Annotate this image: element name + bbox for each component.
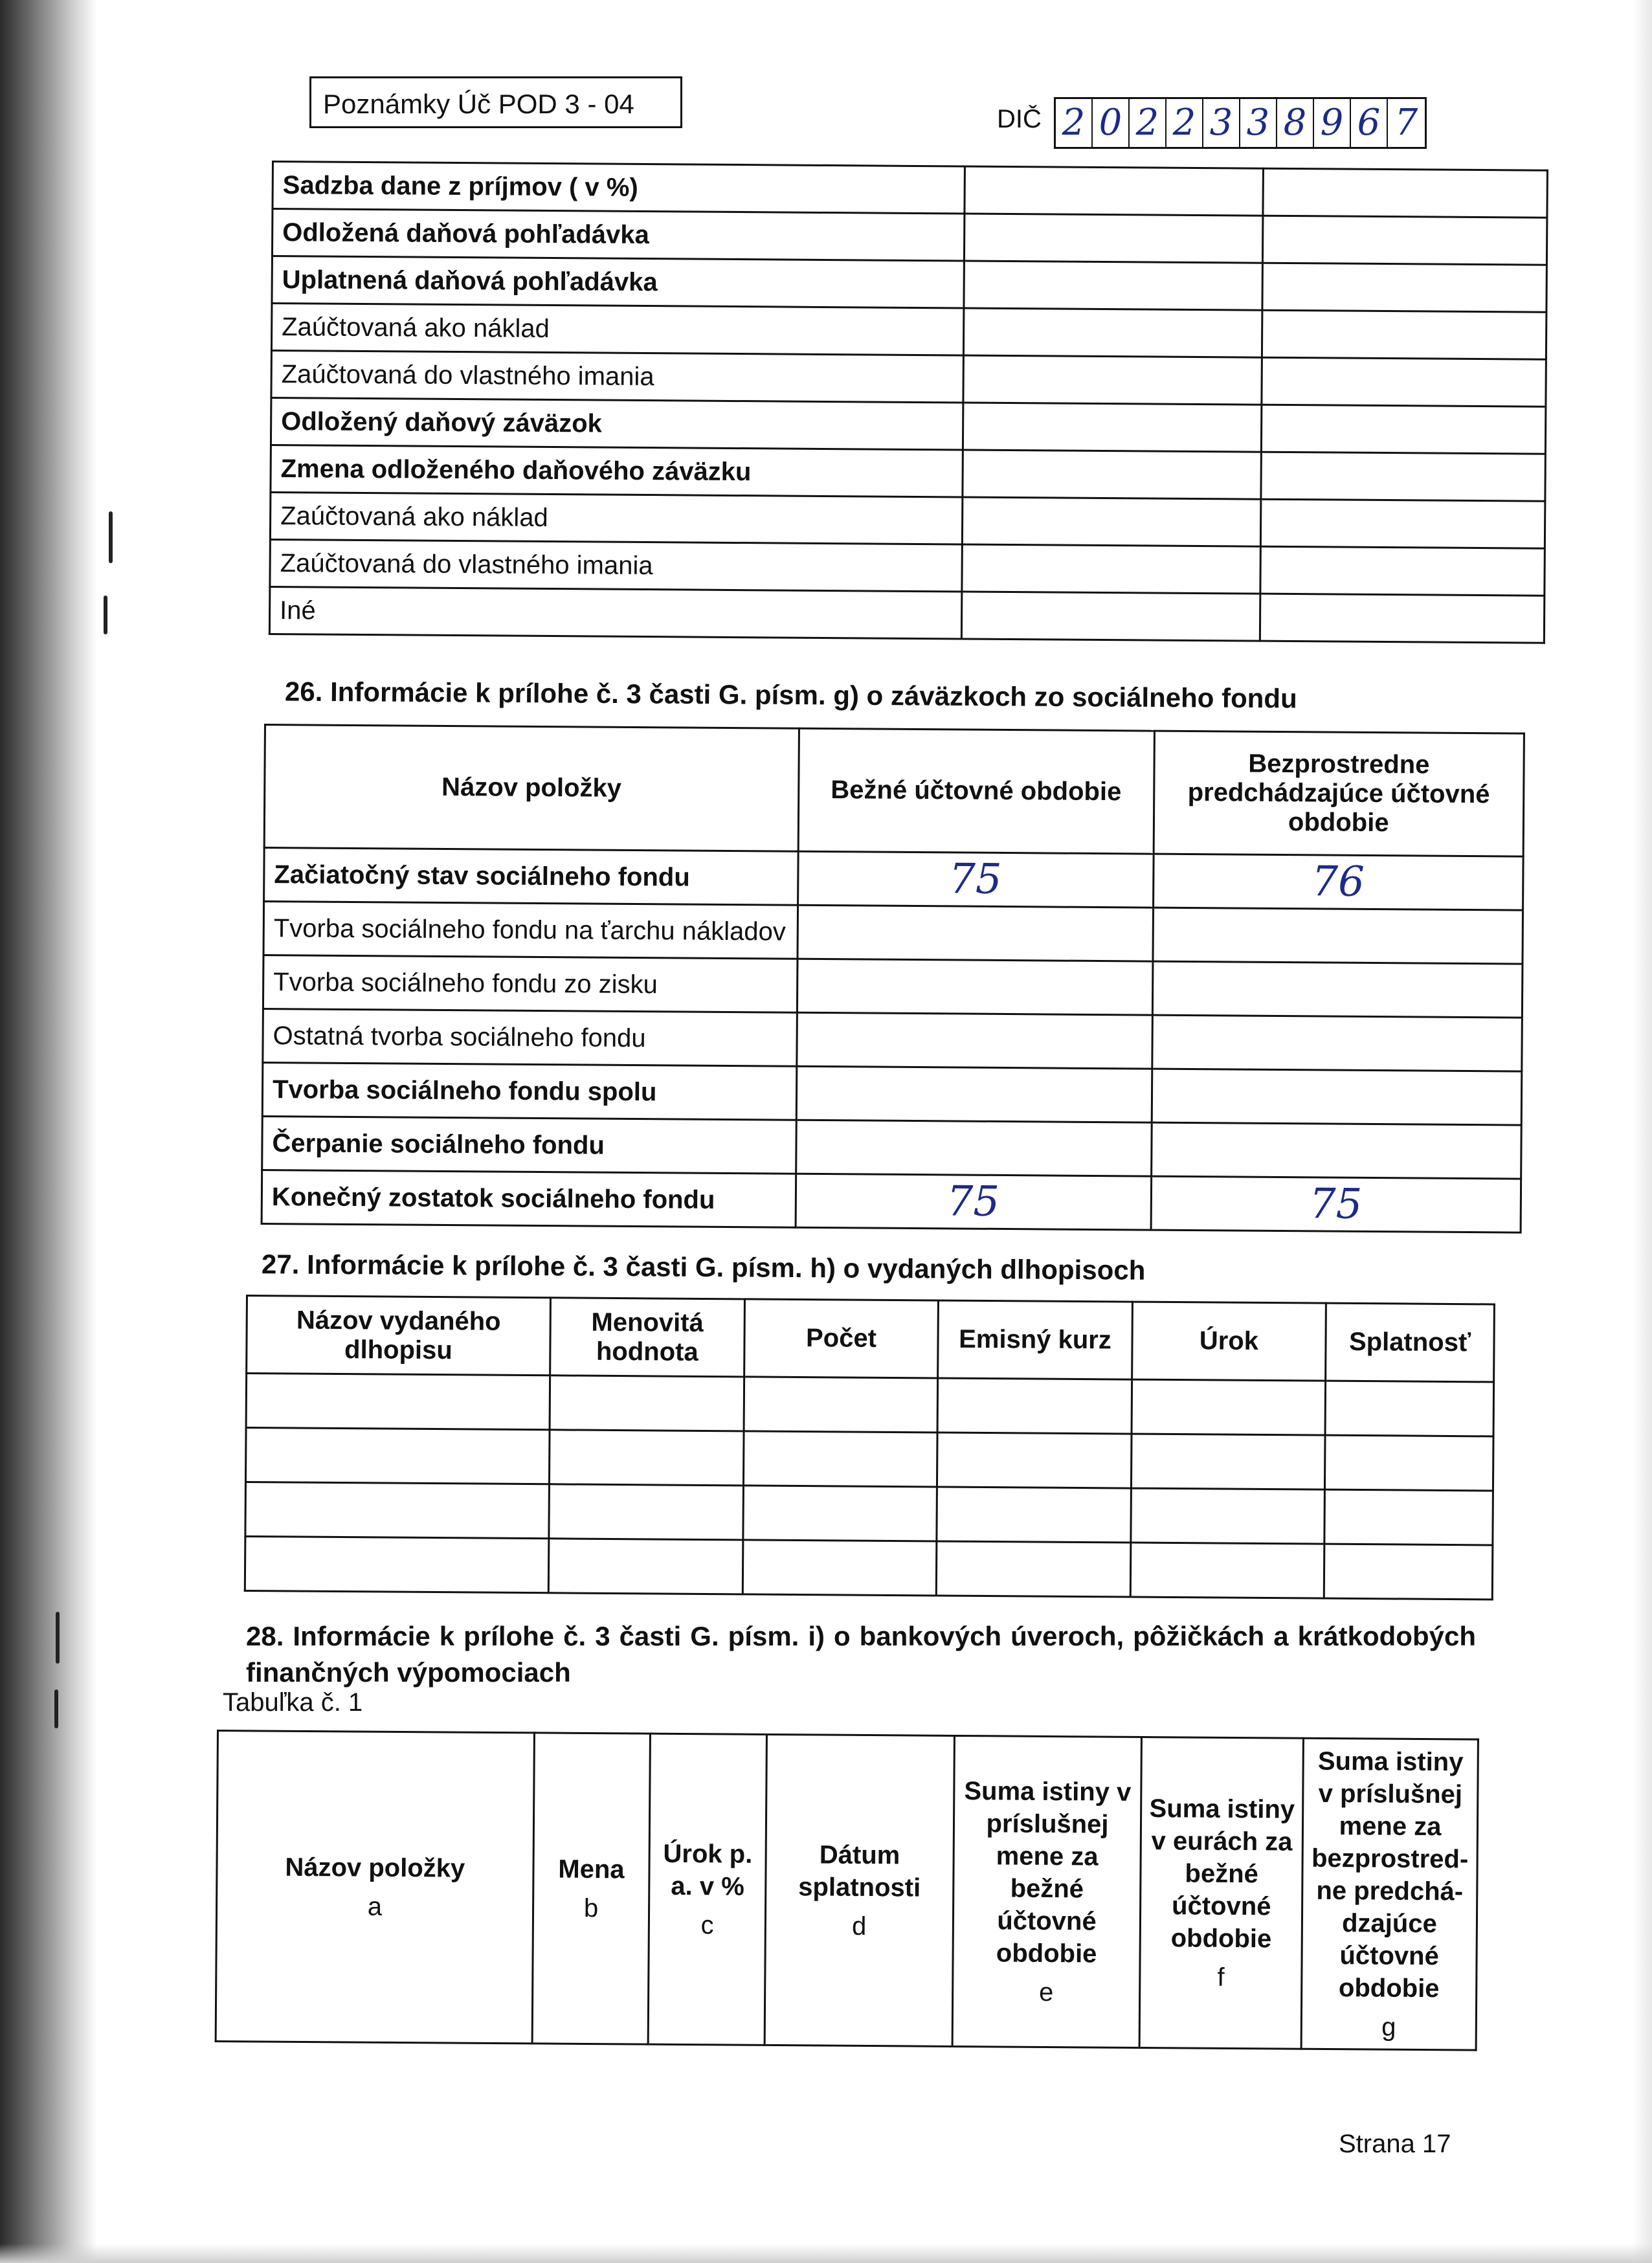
table-row [271, 304, 1546, 360]
previous-period-cell[interactable] [1153, 854, 1523, 910]
deferred-tax-table [269, 161, 1548, 644]
column-letter: a [367, 1892, 383, 1921]
current-period-cell[interactable] [796, 1174, 1152, 1230]
table-row [245, 1537, 1493, 1600]
column-header: Emisný kurz [938, 1300, 1132, 1379]
previous-period-cell[interactable] [1152, 961, 1523, 1018]
value-cell[interactable] [1260, 546, 1545, 596]
column-header-text: Úrok p. a. v % [663, 1839, 753, 1901]
row-label: Zaúčtovaná do vlastného imania [271, 351, 963, 403]
empty-cell[interactable] [936, 1541, 1130, 1597]
scan-shadow-bottom [0, 2244, 1652, 2263]
dic-digit: 3 [1203, 99, 1240, 147]
dic-digit: 2 [1166, 99, 1203, 147]
value-cell[interactable] [1262, 357, 1546, 407]
empty-cell[interactable] [937, 1487, 1131, 1543]
column-header [216, 1731, 534, 2044]
column-header-text: Dátum splatnosti [798, 1840, 921, 1902]
row-label: Tvorba sociálneho fondu spolu [262, 1062, 796, 1120]
binder-mark [56, 1612, 60, 1664]
previous-period-cell[interactable] [1151, 1176, 1521, 1232]
table-row [245, 1482, 1493, 1545]
table-row [271, 445, 1545, 501]
empty-cell[interactable] [1324, 1489, 1493, 1545]
page-number: Strana 17 [1339, 2130, 1451, 2158]
table-row [263, 955, 1523, 1018]
value-cell[interactable] [1262, 310, 1546, 359]
table-row [272, 256, 1546, 313]
value-cell[interactable] [1263, 168, 1548, 217]
section-27-title: 27. Informácie k prílohe č. 3 časti G. písm. h) o vydaných dlhopisoch [261, 1249, 1146, 1286]
row-label: Začiatočný stav sociálneho fondu [264, 848, 798, 906]
row-label: Odložený daňový záväzok [271, 398, 963, 450]
table-row [272, 209, 1546, 265]
handwritten-value: 75 [1309, 1180, 1363, 1229]
value-cell[interactable] [964, 214, 1263, 263]
dic-label: DIČ [997, 105, 1042, 133]
value-cell[interactable] [1260, 594, 1545, 643]
column-header-text: Mena [558, 1855, 625, 1884]
row-label: Čerpanie sociálneho fondu [262, 1116, 796, 1174]
value-cell[interactable] [961, 592, 1260, 641]
table-row [271, 398, 1545, 454]
binder-mark [109, 511, 113, 563]
row-label: Tvorba sociálneho fondu zo zisku [263, 955, 797, 1013]
column-header: Bezprostredne predchádzajúce účtovné obdobie [1154, 731, 1524, 856]
table-row [246, 1374, 1494, 1436]
table-row [262, 1170, 1521, 1232]
section-26-title: 26. Informácie k prílohe č. 3 časti G. písm. g) o záväzkoch zo sociálneho fondu [284, 676, 1297, 714]
bonds-table [244, 1295, 1495, 1600]
column-header-text: Názov položky [285, 1853, 465, 1883]
row-label: Sadzba dane z príjmov ( v %) [273, 162, 965, 214]
table-row [245, 1428, 1493, 1491]
column-header-text: Suma istiny v eurách za bežné účtovné obdobie [1149, 1794, 1295, 1953]
row-label: Zaúčtovaná do vlastného imania [270, 539, 962, 591]
empty-cell[interactable] [1132, 1379, 1326, 1435]
empty-cell[interactable] [1131, 1488, 1325, 1544]
empty-cell[interactable] [550, 1376, 744, 1431]
current-period-cell[interactable] [797, 905, 1153, 961]
empty-cell[interactable] [1130, 1543, 1324, 1598]
column-header: Úrok [1132, 1302, 1326, 1381]
value-cell[interactable] [963, 261, 1262, 310]
empty-cell[interactable] [550, 1430, 744, 1486]
handwritten-value: 75 [948, 855, 1002, 904]
empty-cell[interactable] [246, 1374, 550, 1430]
row-label: Uplatnená daňová pohľadávka [272, 256, 964, 308]
table-label: Tabuľka č. 1 [223, 1688, 363, 1717]
scan-shadow-right [1633, 0, 1652, 2263]
empty-cell[interactable] [937, 1432, 1132, 1488]
row-label: Zaúčtovaná ako náklad [271, 304, 963, 355]
dic-digit: 2 [1056, 99, 1093, 147]
empty-cell[interactable] [1324, 1544, 1492, 1600]
value-cell[interactable] [963, 355, 1262, 405]
binder-mark [104, 596, 107, 634]
form-code: Poznámky Úč POD 3 - 04 [323, 89, 634, 119]
empty-cell[interactable] [744, 1377, 938, 1432]
value-cell[interactable] [1260, 499, 1545, 548]
dic-digit: 8 [1277, 99, 1314, 147]
previous-period-cell[interactable] [1151, 1122, 1521, 1179]
table-row [270, 492, 1545, 548]
value-cell[interactable] [962, 450, 1261, 499]
current-period-cell[interactable] [796, 1066, 1152, 1122]
scan-shadow-left [0, 0, 97, 2263]
value-cell[interactable] [1262, 263, 1547, 312]
row-label: Ostatná tvorba sociálneho fondu [263, 1009, 797, 1066]
table-row [263, 902, 1523, 964]
column-header-text: Suma istiny v príslušnej mene za bezprostred-ne predchá-dzajúce účtovné obdobie [1311, 1746, 1469, 2003]
empty-cell[interactable] [548, 1539, 742, 1594]
empty-cell[interactable] [245, 1482, 550, 1539]
binder-mark [54, 1689, 58, 1728]
value-cell[interactable] [1262, 216, 1547, 265]
handwritten-value: 75 [946, 1177, 1000, 1226]
dic-digit-boxes [1054, 97, 1427, 149]
row-label: Odložená daňová pohľadávka [272, 209, 964, 261]
column-letter: d [852, 1912, 867, 1941]
form-code-box [309, 76, 682, 128]
social-fund-table [261, 724, 1525, 1234]
column-header [1139, 1737, 1303, 2049]
value-cell[interactable] [961, 544, 1260, 594]
column-header [648, 1733, 766, 2045]
column-header: Menovitá hodnota [550, 1298, 744, 1377]
empty-cell[interactable] [1131, 1434, 1325, 1489]
dic-digit: 3 [1240, 99, 1277, 147]
current-period-cell[interactable] [797, 959, 1153, 1015]
column-letter: b [583, 1893, 599, 1923]
table-row [262, 1116, 1522, 1179]
bank-loans-table [215, 1730, 1479, 2051]
empty-cell[interactable] [742, 1540, 937, 1596]
table-row [264, 848, 1524, 911]
column-header: Splatnosť [1326, 1303, 1495, 1382]
row-label: Zmena odloženého daňového záväzku [271, 445, 963, 496]
previous-period-cell[interactable] [1152, 1015, 1522, 1071]
current-period-cell[interactable] [796, 1012, 1152, 1069]
value-cell[interactable] [964, 166, 1263, 216]
row-label: Iné [269, 586, 961, 638]
table-row [262, 1062, 1522, 1125]
previous-period-cell[interactable] [1152, 1069, 1522, 1125]
column-letter: e [1038, 1978, 1054, 2007]
row-label: Tvorba sociálneho fondu na ťarchu nákladov [263, 902, 798, 959]
empty-cell[interactable] [1325, 1381, 1493, 1436]
table-row [271, 351, 1546, 407]
dic-digit: 9 [1314, 99, 1351, 147]
value-cell[interactable] [1261, 405, 1546, 454]
empty-cell[interactable] [1325, 1435, 1493, 1491]
empty-cell[interactable] [937, 1378, 1132, 1434]
dic-digit: 0 [1093, 99, 1130, 147]
value-cell[interactable] [963, 308, 1262, 357]
empty-cell[interactable] [743, 1486, 937, 1541]
table-row [263, 1009, 1523, 1071]
column-header: Názov položky [264, 725, 799, 852]
handwritten-value: 76 [1312, 858, 1365, 906]
section-28-title: 28. Informácie k prílohe č. 3 časti G. písm. i) o bankových úveroch, pôžičkách a krátkodobých finančných výpomociach [246, 1621, 1476, 1688]
table-row [273, 162, 1547, 218]
dic-digit: 7 [1394, 102, 1418, 144]
empty-cell[interactable] [245, 1428, 550, 1484]
table-row [269, 586, 1544, 643]
table-row [270, 539, 1545, 596]
column-letter: c [700, 1910, 714, 1939]
column-header [532, 1733, 651, 2044]
empty-cell[interactable] [549, 1484, 743, 1540]
column-header [952, 1735, 1142, 2047]
previous-period-cell[interactable] [1153, 908, 1523, 964]
value-cell[interactable] [1261, 452, 1546, 501]
value-cell[interactable] [962, 497, 1261, 546]
column-header: Názov vydaného dlhopisu [247, 1296, 551, 1376]
row-label: Konečný zostatok sociálneho fondu [262, 1170, 796, 1227]
current-period-cell[interactable] [796, 1120, 1152, 1176]
column-letter: f [1217, 1963, 1225, 1992]
row-label: Zaúčtovaná ako náklad [270, 492, 962, 544]
column-header-text: Suma istiny v príslušnej mene za bežné účtovné obdobie [964, 1776, 1132, 1968]
empty-cell[interactable] [245, 1537, 549, 1593]
dic-digit: 2 [1130, 99, 1166, 147]
column-letter: g [1381, 2012, 1396, 2042]
value-cell[interactable] [963, 403, 1262, 452]
empty-cell[interactable] [743, 1431, 937, 1487]
column-header: Bežné účtovné obdobie [798, 728, 1154, 854]
column-header [765, 1734, 954, 2046]
current-period-cell[interactable] [798, 851, 1154, 908]
column-header: Počet [744, 1299, 938, 1378]
column-header [1301, 1738, 1478, 2050]
dic-digit: 6 [1351, 99, 1388, 147]
